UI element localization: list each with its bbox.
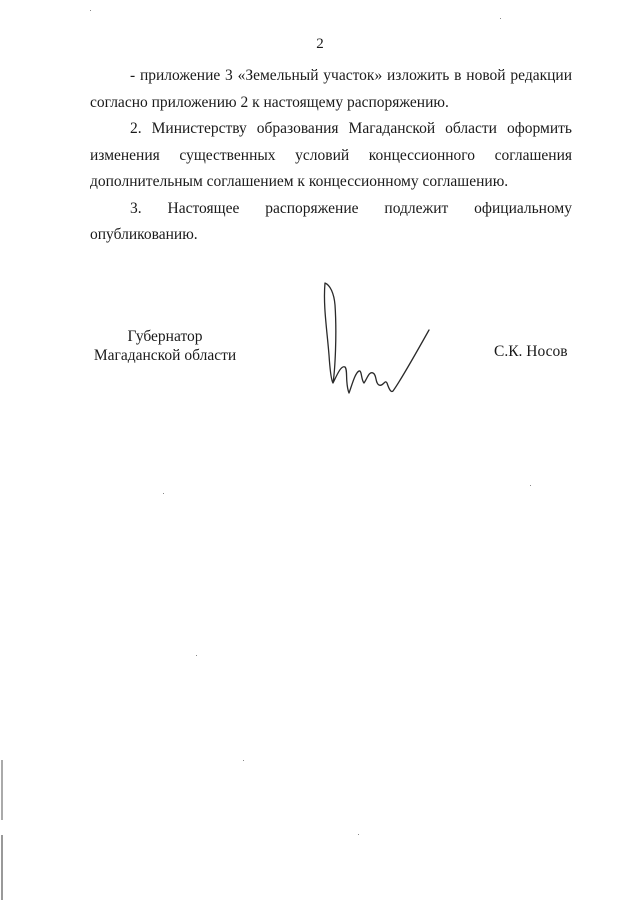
scan-speck	[358, 834, 359, 835]
scan-speck	[500, 18, 501, 19]
scan-edge-mark	[1, 835, 3, 900]
signatory-position	[90, 327, 240, 365]
page-number: 2	[316, 36, 324, 52]
scan-speck	[90, 10, 91, 11]
scan-speck	[196, 655, 197, 656]
signatory-position-line1: Губернатор	[127, 328, 203, 345]
paragraph-publication: 3. Настоящее распоряжение подлежит официальному опубликованию.	[90, 199, 572, 243]
scan-speck	[243, 760, 244, 761]
paragraph-amendment-item: - приложение 3 «Земельный участок» изложить в новой редакции согласно приложению 2 к настоящему распоряжению.	[90, 67, 572, 111]
scan-speck	[163, 493, 164, 494]
scan-speck	[530, 485, 531, 486]
handwritten-signature	[315, 275, 435, 400]
document-body	[90, 63, 572, 249]
signatory-name: С.К. Носов	[494, 343, 568, 360]
paragraph-ministry-instruction: 2. Министерству образования Магаданской области оформить изменения существенных условий концессионного соглашения дополнительным соглашением к концессионному соглашению.	[90, 120, 572, 190]
scan-edge-mark	[1, 760, 3, 820]
signatory-position-line2: Магаданской области	[93, 347, 237, 364]
